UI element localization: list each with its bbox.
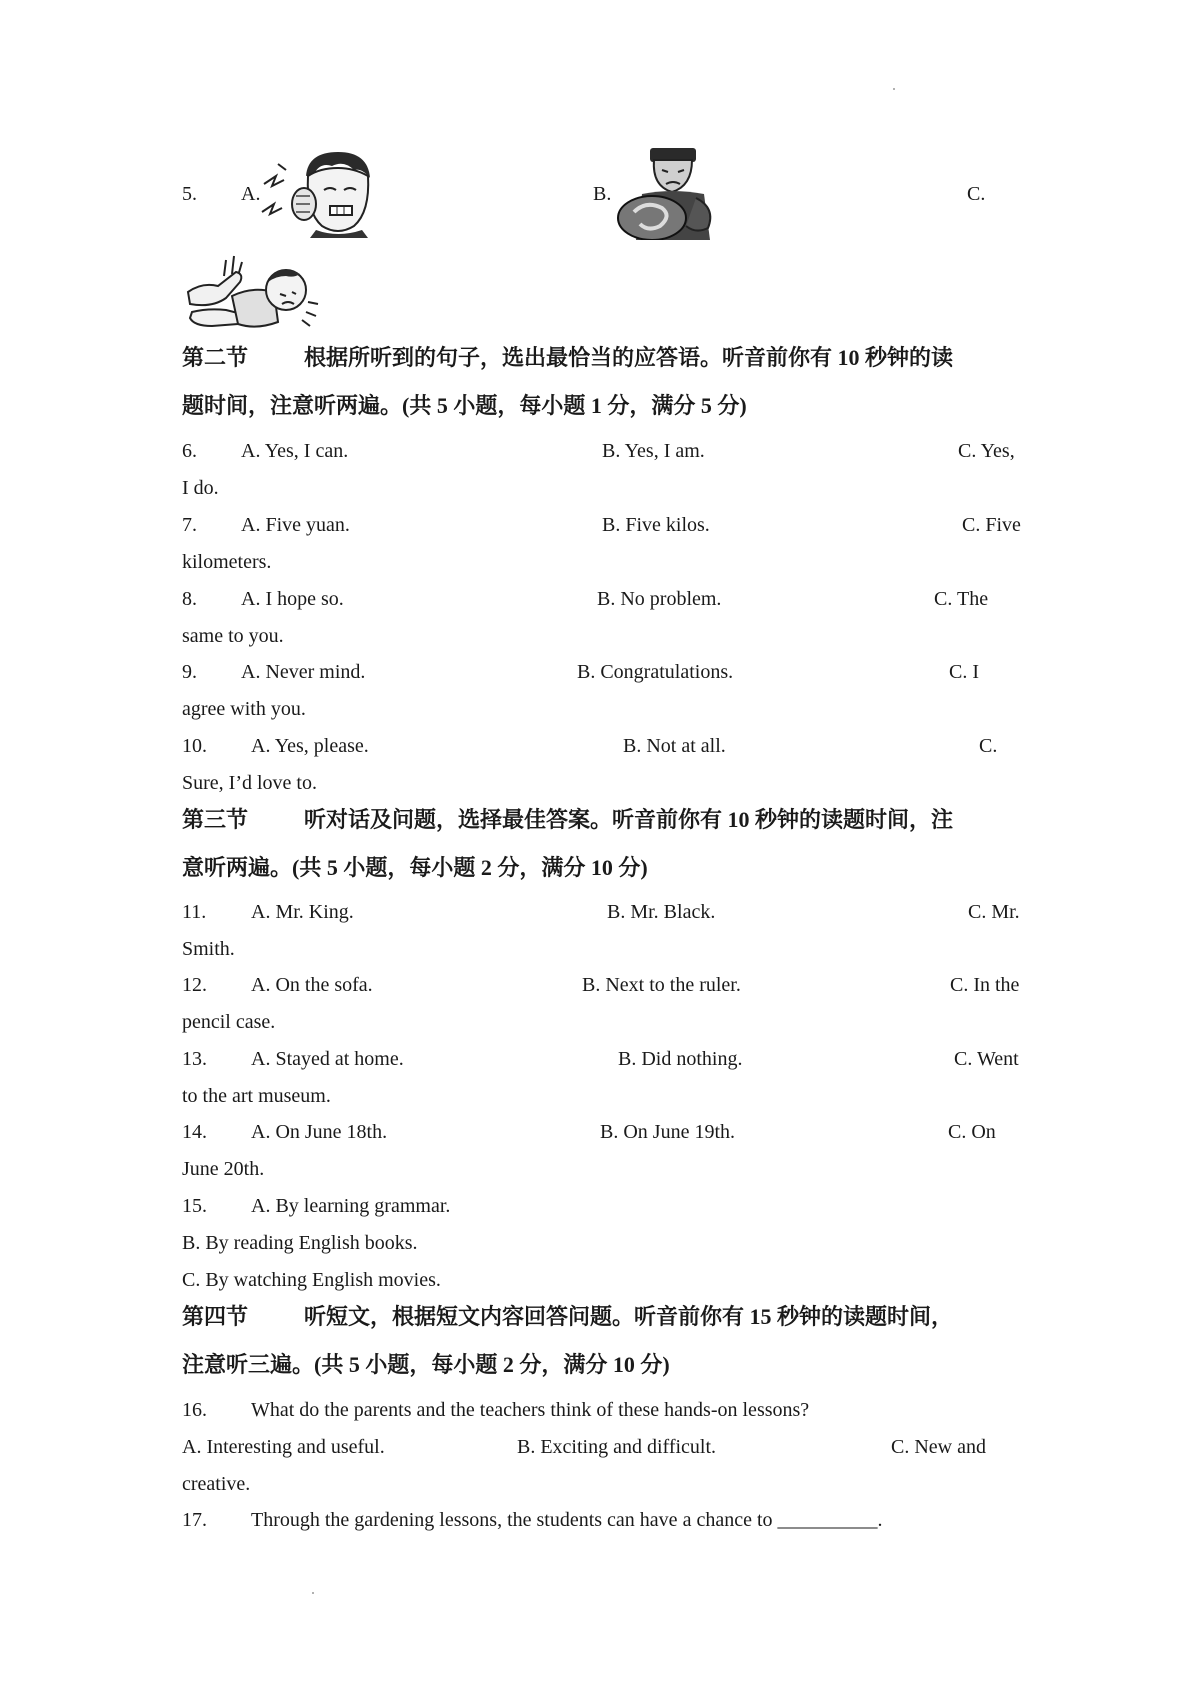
option-a: A. Yes, I can. [241,440,349,462]
question-number: 16. [182,1399,207,1421]
section-3-instruction-line2: 意听两遍。(共 5 小题，每小题 2 分，满分 10 分) [182,855,648,880]
option-c-label: C. [967,183,986,205]
option-a-label: A. [241,183,261,205]
question-number: 15. [182,1195,207,1217]
option-c: C. In the [950,974,1020,996]
option-c: C. New and [891,1436,986,1458]
option-a: A. Stayed at home. [251,1048,404,1070]
section-2-instruction-line1: 根据所听到的句子，选出最恰当的应答语。听音前你有 10 秒钟的读 [304,345,954,370]
option-b: B. Exciting and difficult. [517,1436,717,1458]
option-c-continued: kilometers. [182,551,272,573]
option-c: C. Yes, [958,440,1015,462]
section-4-instruction-line1: 听短文，根据短文内容回答问题。听音前你有 15 秒钟的读题时间， [304,1304,954,1329]
section-3-instruction-line1: 听对话及问题，选择最佳答案。听音前你有 10 秒钟的读题时间，注 [304,807,954,832]
option-c: C. By watching English movies. [182,1269,441,1291]
option-c: C. On [948,1121,996,1143]
question-number: 11. [182,901,207,923]
section-2-title: 第二节 [182,345,249,370]
question-number: 7. [182,514,197,536]
option-a: A. On the sofa. [251,974,373,996]
question-number: 8. [182,588,197,610]
option-c: C. Five [962,514,1021,536]
option-a: A. Never mind. [241,661,366,683]
question-number: 10. [182,735,207,757]
option-c: C. Went [954,1048,1019,1070]
option-c: C. Mr. [968,901,1020,923]
scan-speck [312,1592,314,1594]
option-b: B. Yes, I am. [602,440,705,462]
boy-fallen-down-icon [182,252,322,332]
option-b-label: B. [593,183,612,205]
option-c: C. [979,735,998,757]
option-b: B. No problem. [597,588,722,610]
option-a: A. Yes, please. [251,735,369,757]
option-c-continued: Smith. [182,938,235,960]
option-b: B. Not at all. [623,735,726,757]
section-3-title: 第三节 [182,807,249,832]
option-c-continued: June 20th. [182,1158,265,1180]
option-a: A. Five yuan. [241,514,350,536]
option-c: C. I [949,661,979,683]
question-number: 17. [182,1509,207,1531]
option-a: A. Mr. King. [251,901,354,923]
option-c-continued: agree with you. [182,698,306,720]
option-a: A. By learning grammar. [251,1195,451,1217]
section-4-instruction-line2: 注意听三遍。(共 5 小题，每小题 2 分，满分 10 分) [182,1352,670,1377]
option-b: B. Five kilos. [602,514,710,536]
section-4-title: 第四节 [182,1304,249,1329]
option-b: B. Next to the ruler. [582,974,741,996]
option-c-continued: I do. [182,477,219,499]
option-a: A. On June 18th. [251,1121,388,1143]
option-b: B. By reading English books. [182,1232,418,1254]
option-c-continued: to the art museum. [182,1085,331,1107]
option-b: B. Congratulations. [577,661,734,683]
option-b: B. Mr. Black. [607,901,716,923]
section-2-instruction-line2: 题时间，注意听两遍。(共 5 小题，每小题 1 分，满分 5 分) [182,393,747,418]
option-b: B. On June 19th. [600,1121,735,1143]
option-c-continued: Sure, I’d love to. [182,772,317,794]
question-text: What do the parents and the teachers think of these hands-on lessons? [251,1399,810,1421]
question-number: 14. [182,1121,207,1143]
question-number: 5. [182,183,197,205]
option-a: A. I hope so. [241,588,344,610]
option-c-continued: creative. [182,1473,251,1495]
question-number: 13. [182,1048,207,1070]
man-with-stomachache-icon [612,146,724,240]
scan-speck [893,88,895,90]
question-number: 12. [182,974,207,996]
option-c: C. The [934,588,989,610]
question-number: 9. [182,661,197,683]
option-c-continued: same to you. [182,625,284,647]
option-a: A. Interesting and useful. [182,1436,385,1458]
question-number: 6. [182,440,197,462]
boy-covering-ear-icon [258,146,388,238]
option-c-continued: pencil case. [182,1011,276,1033]
option-b: B. Did nothing. [618,1048,743,1070]
question-text: Through the gardening lessons, the students can have a chance to __________. [251,1509,883,1531]
